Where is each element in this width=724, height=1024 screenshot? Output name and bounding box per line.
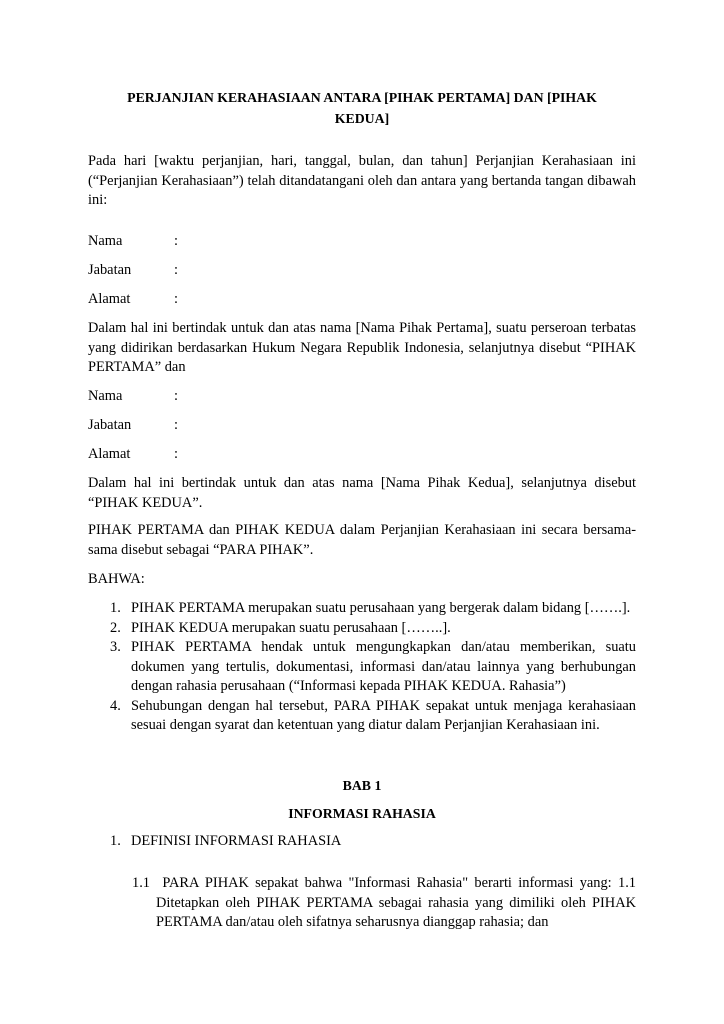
party1-field-address bbox=[88, 290, 636, 310]
field-colon: : bbox=[174, 417, 178, 433]
field-label: Jabatan bbox=[88, 262, 132, 278]
party2-description: Dalam hal ini bertindak untuk dan atas nama [Nama Pihak Kedua], selanjutnya disebut “PIHAK KEDUA”. bbox=[88, 475, 636, 511]
title-line-2: KEDUA] bbox=[334, 111, 390, 126]
list-item bbox=[88, 697, 636, 736]
field-colon: : bbox=[174, 233, 178, 249]
party1-description: Dalam hal ini bertindak untuk dan atas nama [Nama Pihak Pertama], suatu perseroan terbatas yang didirikan berdasarkan Hukum Negara Republik Indonesia, selanjutnya disebut “PIHAK PERTAMA” dan bbox=[88, 320, 636, 375]
document-title bbox=[88, 87, 636, 129]
list-text: PIHAK PERTAMA merupakan suatu perusahaan yang bergerak dalam bidang […….]. bbox=[131, 600, 631, 616]
field-label: Nama bbox=[88, 233, 123, 249]
field-label: Alamat bbox=[88, 291, 131, 307]
subsection-1-1 bbox=[132, 874, 636, 933]
whereas-list bbox=[88, 599, 636, 736]
party2-field-name bbox=[88, 387, 636, 407]
section-heading bbox=[88, 832, 636, 852]
section-title: DEFINISI INFORMASI RAHASIA bbox=[131, 833, 342, 849]
field-colon: : bbox=[174, 446, 178, 462]
party1-field-position bbox=[88, 261, 636, 281]
field-colon: : bbox=[174, 291, 178, 307]
field-colon: : bbox=[174, 388, 178, 404]
party2-field-address bbox=[88, 445, 636, 465]
subsection-number: 1.1 bbox=[132, 875, 150, 891]
list-item bbox=[88, 599, 636, 619]
list-number: 3. bbox=[110, 639, 121, 655]
intro-paragraph: Pada hari [waktu perjanjian, hari, tanggal, bulan, dan tahun] Perjanjian Kerahasiaan ini (“Perjanjian Kerahasiaan”) telah ditandatangani oleh dan antara yang bertanda tangan dibawah ini: bbox=[88, 153, 636, 208]
list-number: 1. bbox=[110, 600, 121, 616]
section-number: 1. bbox=[110, 833, 121, 849]
whereas-heading: BAHWA: bbox=[88, 571, 145, 587]
title-line-1: PERJANJIAN KERAHASIAAN ANTARA [PIHAK PERTAMA] DAN [PIHAK bbox=[127, 90, 597, 105]
subsection-text: PARA PIHAK sepakat bahwa "Informasi Rahasia" berarti informasi yang: 1.1 Ditetapkan oleh PIHAK PERTAMA sebagai rahasia yang dimiliki oleh PIHAK PERTAMA dan/atau oleh sifatnya seharusnya dianggap rahasia; dan bbox=[156, 875, 636, 930]
list-item bbox=[88, 619, 636, 639]
list-text: Sehubungan dengan hal tersebut, PARA PIHAK sepakat untuk menjaga kerahasiaan sesuai dengan syarat dan ketentuan yang diatur dalam Perjanjian Kerahasiaan ini. bbox=[131, 697, 636, 733]
list-item bbox=[88, 638, 636, 697]
chapter-title: INFORMASI RAHASIA bbox=[288, 806, 436, 821]
para-pihak-description: PIHAK PERTAMA dan PIHAK KEDUA dalam Perjanjian Kerahasiaan ini secara bersama-sama disebut sebagai “PARA PIHAK”. bbox=[88, 522, 636, 558]
field-colon: : bbox=[174, 262, 178, 278]
list-number: 2. bbox=[110, 619, 121, 636]
list-number: 4. bbox=[110, 697, 121, 714]
field-label: Alamat bbox=[88, 446, 131, 462]
chapter-number: BAB 1 bbox=[342, 778, 382, 793]
list-text: PIHAK PERTAMA hendak untuk mengungkapkan dan/atau memberikan, suatu dokumen yang tertulis, dokumentasi, informasi dan/atau lainnya yang berhubungan dengan rahasia perusahaan (“Informasi kepada PIHAK KEDUA. Rahasia”) bbox=[131, 639, 636, 694]
party1-field-name bbox=[88, 232, 636, 252]
field-label: Jabatan bbox=[88, 417, 132, 433]
field-label: Nama bbox=[88, 388, 123, 404]
list-text: PIHAK KEDUA merupakan suatu perusahaan [……..]. bbox=[131, 619, 451, 636]
party2-field-position bbox=[88, 416, 636, 436]
